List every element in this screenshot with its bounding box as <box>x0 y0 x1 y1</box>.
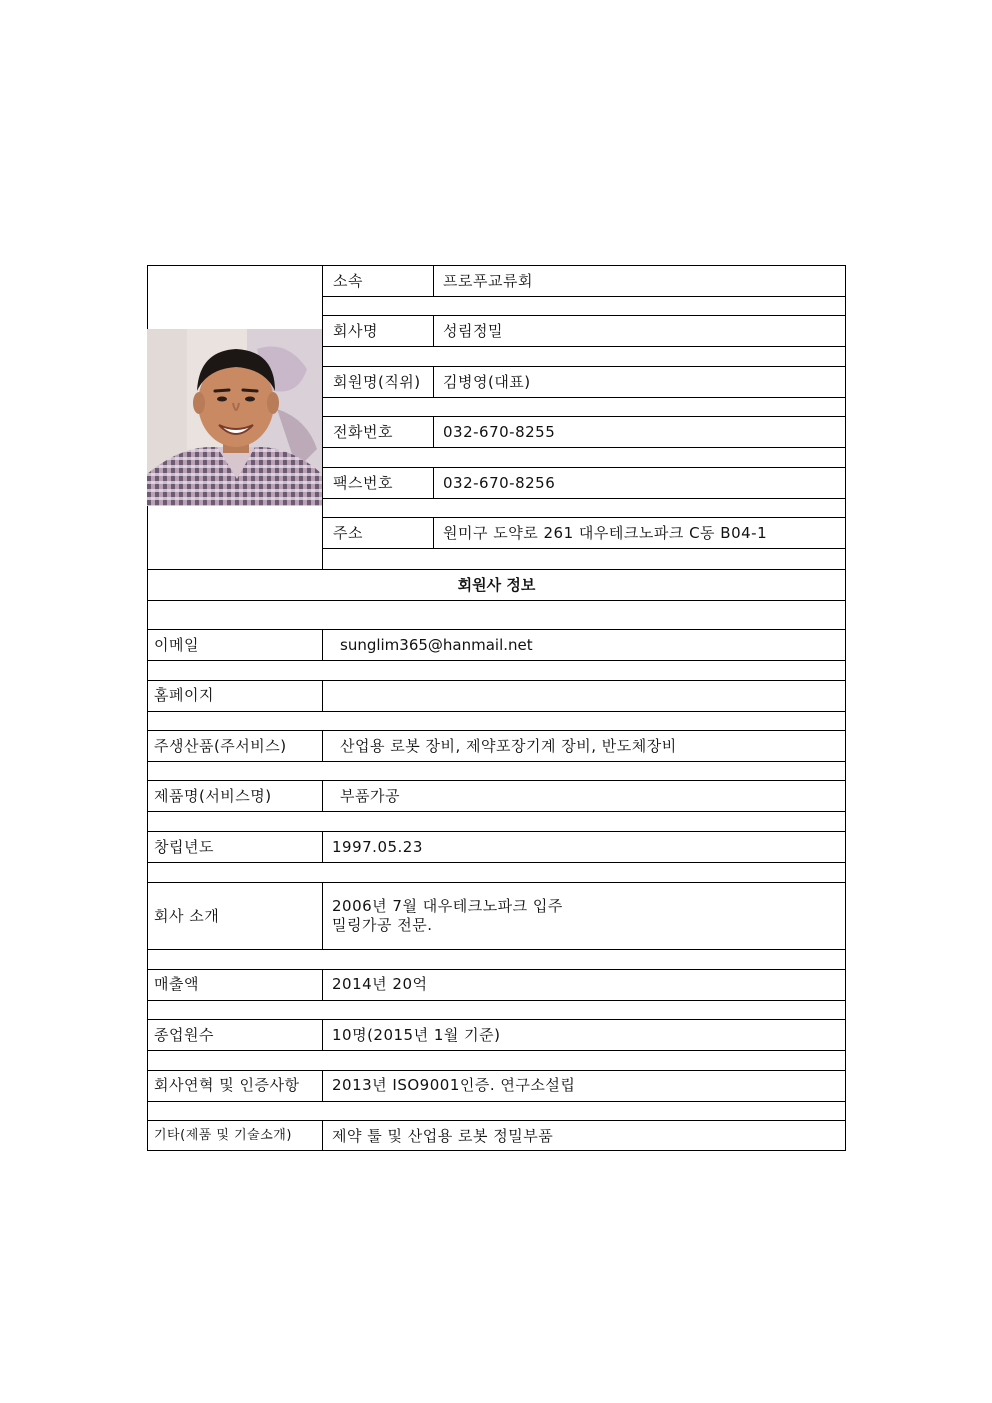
email-value: sunglim365@hanmail.net <box>340 636 533 654</box>
detail-rule <box>147 831 846 832</box>
detail-label-divider <box>322 1070 323 1101</box>
profile-label-divider-5 <box>433 467 434 498</box>
detail-rule <box>147 1019 846 1020</box>
detail-rule <box>147 1050 846 1051</box>
etc-label: 기타(제품 및 기술소개) <box>154 1128 292 1143</box>
detail-label-divider <box>322 780 323 811</box>
founded-label: 창립년도 <box>154 838 214 856</box>
email-label: 이메일 <box>154 636 199 654</box>
detail-label-divider <box>322 680 323 711</box>
phone-value: 032-670-8255 <box>443 423 556 441</box>
profile-label-divider-2 <box>433 315 434 346</box>
intro-line-1: 2006년 7월 대우테크노파크 입주 <box>332 897 563 915</box>
section-rule <box>147 600 846 601</box>
address-value: 원미구 도약로 261 대우테크노파크 C동 B04-1 <box>443 524 768 542</box>
member-info-table <box>147 265 846 1151</box>
founded-value: 1997.05.23 <box>332 838 423 856</box>
profile-rule <box>322 366 846 367</box>
detail-rule <box>147 949 846 950</box>
detail-rule <box>147 730 846 731</box>
profile-rule <box>322 467 846 468</box>
profile-rule <box>322 346 846 347</box>
company-label: 회사명 <box>333 322 378 340</box>
detail-label-divider <box>322 629 323 660</box>
intro-line-2: 밀링가공 전문. <box>332 916 433 934</box>
employees-value: 10명(2015년 1월 기준) <box>332 1026 501 1044</box>
member-value: 김병영(대표) <box>443 373 531 391</box>
sales-value: 2014년 20억 <box>332 975 428 993</box>
member-photo <box>147 329 322 506</box>
affiliation-label: 소속 <box>333 272 363 290</box>
history-value: 2013년 ISO9001인증. 연구소설립 <box>332 1076 576 1094</box>
detail-rule <box>147 780 846 781</box>
product-name-label: 제품명(서비스명) <box>154 787 272 805</box>
etc-value: 제약 툴 및 산업용 로봇 정밀부품 <box>332 1127 554 1145</box>
affiliation-value: 프로푸교류회 <box>443 272 533 290</box>
profile-column-divider <box>322 265 323 569</box>
detail-rule <box>147 1101 846 1102</box>
detail-rule <box>147 680 846 681</box>
main-products-value: 산업용 로봇 장비, 제약포장기계 장비, 반도체장비 <box>340 737 677 755</box>
homepage-label: 홈페이지 <box>154 686 214 704</box>
profile-rule <box>322 315 846 316</box>
detail-rule <box>147 761 846 762</box>
detail-rule <box>147 660 846 661</box>
main-products-label: 주생산품(주서비스) <box>154 737 287 755</box>
address-label: 주소 <box>333 524 363 542</box>
profile-rule <box>322 548 846 549</box>
detail-rule <box>147 882 846 883</box>
profile-rule <box>322 397 846 398</box>
profile-label-divider-3 <box>433 366 434 397</box>
table-border-top <box>147 265 846 266</box>
detail-label-divider <box>322 1019 323 1050</box>
fax-label: 팩스번호 <box>333 474 393 492</box>
fax-value: 032-670-8256 <box>443 474 556 492</box>
detail-rule <box>147 1000 846 1001</box>
detail-rule <box>147 629 846 630</box>
profile-rule <box>322 447 846 448</box>
intro-label: 회사 소개 <box>154 907 220 925</box>
detail-label-divider <box>322 969 323 1000</box>
detail-label-divider <box>322 1120 323 1151</box>
table-border-bottom <box>147 1150 846 1151</box>
member-label: 회원명(직위) <box>333 373 421 391</box>
profile-label-divider-1 <box>433 265 434 296</box>
profile-rule <box>322 416 846 417</box>
history-label: 회사연혁 및 인증사항 <box>154 1076 300 1094</box>
section-title: 회원사 정보 <box>457 576 536 594</box>
profile-rule <box>322 296 846 297</box>
company-value: 성림정밀 <box>443 322 503 340</box>
detail-label-divider <box>322 730 323 761</box>
section-rule <box>147 569 846 570</box>
detail-rule <box>147 969 846 970</box>
phone-label: 전화번호 <box>333 423 393 441</box>
sales-label: 매출액 <box>154 975 199 993</box>
detail-rule <box>147 711 846 712</box>
employees-label: 종업원수 <box>154 1026 214 1044</box>
detail-label-divider <box>322 831 323 862</box>
profile-label-divider-4 <box>433 416 434 447</box>
profile-rule <box>322 517 846 518</box>
detail-rule <box>147 1120 846 1121</box>
profile-label-divider-6 <box>433 517 434 548</box>
detail-rule <box>147 1070 846 1071</box>
detail-label-divider <box>322 882 323 949</box>
profile-rule <box>322 498 846 499</box>
product-name-value: 부품가공 <box>340 787 400 805</box>
detail-rule <box>147 862 846 863</box>
detail-rule <box>147 811 846 812</box>
